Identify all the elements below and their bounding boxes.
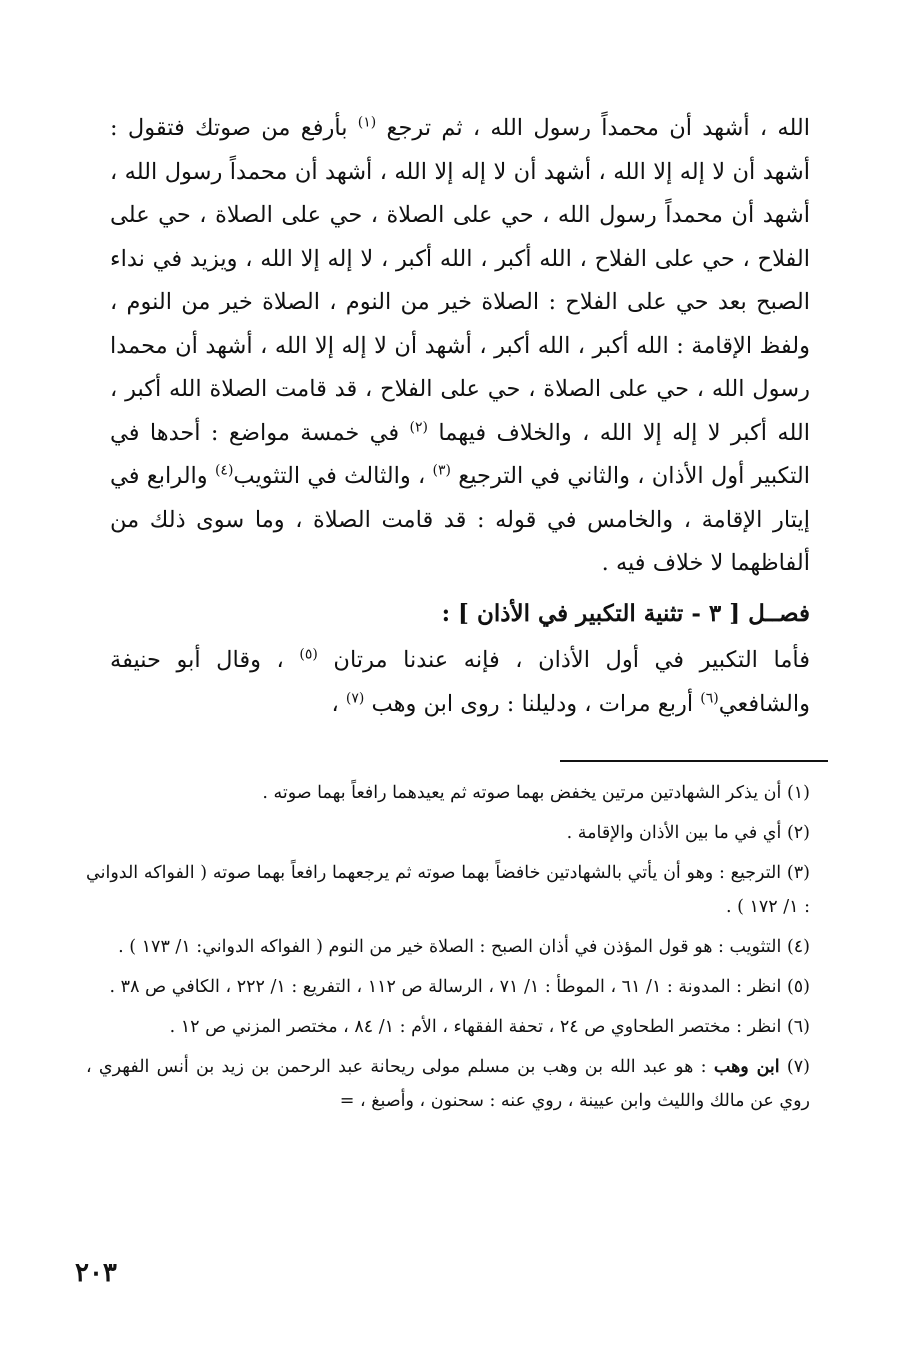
footnote-text: انظر : المدونة : ١/ ٦١ ، الموطأ : ١/ ٧١ ، الرسالة ص ١١٢ ، التفريع : ١/ ٢٢٢ ، الكافي ص ٣٨ . bbox=[109, 977, 782, 997]
footnote-6 bbox=[86, 1010, 810, 1044]
footnote-number: (٢) bbox=[786, 823, 810, 843]
text-run: والرابع في إيتار الإقامة ، والخامس في قوله : قد قامت الصلاة ، وما سوى ذلك من ألفاظهما لا خلاف فيه . bbox=[110, 463, 810, 576]
footnote-number: (٥) bbox=[786, 977, 810, 997]
text-run: فأما التكبير في أول الأذان ، فإنه عندنا مرتان bbox=[333, 647, 810, 673]
footnote-text: انظر : مختصر الطحاوي ص ٢٤ ، تحفة الفقهاء ، الأم : ١/ ٨٤ ، مختصر المزني ص ١٢ . bbox=[169, 1017, 782, 1037]
footnote-separator bbox=[560, 760, 828, 762]
footnote-text: التثويب : هو قول المؤذن في أذان الصبح : الصلاة خير من النوم ( الفواكه الدواني: ١/ ١٧٣ ) . bbox=[118, 937, 782, 957]
footnote-ref-1[interactable]: (١) bbox=[357, 114, 377, 131]
text-run: ، والثالث في التثويب bbox=[233, 463, 426, 489]
footnote-ref-7[interactable]: (٧) bbox=[345, 690, 365, 706]
footnote-text: : هو عبد الله بن وهب بن مسلم مولى ريحانة عبد الرحمن بن زيد بن أنس الفهري ، روي عن مالك والليث وابن عيينة ، روي عنه : سحنون ، وأصبغ ، = bbox=[86, 1057, 810, 1111]
paragraph-takbir bbox=[110, 639, 810, 726]
footnote-ref-5[interactable]: (٥) bbox=[299, 646, 318, 663]
page-number: ٢٠٣ bbox=[75, 1258, 117, 1288]
text-run: في خمسة مواضع : أحدها في التكبير أول الأذان ، والثاني في الترجيع bbox=[110, 419, 810, 489]
text-run: ، bbox=[331, 690, 339, 717]
footnote-number: (١) bbox=[786, 783, 810, 803]
footnote-ref-3[interactable]: (٣) bbox=[432, 462, 452, 479]
footnotes bbox=[86, 776, 810, 1124]
main-text bbox=[110, 107, 810, 726]
footnote-text: الترجيع : وهو أن يأتي بالشهادتين خافضاً بهما صوته ثم يرجعهما رافعاً بهما صوته ( الفواكه الدواني : ١/ ١٧٢ ) . bbox=[86, 863, 810, 917]
footnote-2 bbox=[86, 816, 810, 850]
paragraph-adhan-wording bbox=[110, 107, 810, 586]
footnote-3 bbox=[86, 856, 810, 924]
footnote-4 bbox=[86, 930, 810, 964]
footnote-ref-2[interactable]: (٢) bbox=[409, 419, 428, 435]
footnote-number: (٧) bbox=[786, 1057, 810, 1077]
footnote-number: (٣) bbox=[786, 863, 810, 883]
footnote-lead: ابن وهب bbox=[713, 1057, 780, 1077]
section-heading: فصــل [ ٣ - تثنية التكبير في الأذان ] : bbox=[441, 599, 810, 627]
footnote-7 bbox=[86, 1050, 810, 1118]
footnote-text: أن يذكر الشهادتين مرتين يخفض بهما صوته ثم يعيدهما رافعاً بهما صوته . bbox=[262, 783, 782, 803]
footnote-number: (٦) bbox=[786, 1017, 810, 1037]
text-run: بأرفع من صوتك فتقول : أشهد أن لا إله إلا الله ، أشهد أن لا إله إلا الله ، أشهد أن محمداً رسول الله ، أشهد أن محمداً رسول الله ، حي على الصلاة ، حي على الصلاة ، حي على الفلاح ، حي على الفلاح ، الله أكبر ، الله أكبر ، لا إله إلا الله ، ويزيد في نداء الصبح بعد حي على الفلاح : الصلاة خير من النوم ، الصلاة خير من النوم ، ولفظ الإقامة : الله أكبر ، الله أكبر ، أشهد أن لا إله إلا الله ، أشهد أن محمدا رسول الله ، حي على الصلاة ، حي على الفلاح ، قد قامت الصلاة الله أكبر ، الله أكبر لا إله إلا الله ، والخلاف فيهما bbox=[110, 115, 811, 446]
footnote-number: (٤) bbox=[786, 937, 810, 957]
text-run: أربع مرات ، ودليلنا : روى ابن وهب bbox=[371, 690, 694, 717]
footnote-1 bbox=[86, 776, 810, 810]
text-run: ، وقال أبو حنيفة والشافعي bbox=[110, 647, 810, 717]
footnote-ref-6[interactable]: (٦) bbox=[700, 690, 719, 706]
footnote-5 bbox=[86, 970, 810, 1004]
text-run: الله ، أشهد أن محمداً رسول الله ، ثم ترجع bbox=[386, 115, 811, 141]
footnote-ref-4[interactable]: (٤) bbox=[214, 462, 234, 479]
footnote-text: أي في ما بين الأذان والإقامة . bbox=[566, 823, 782, 843]
